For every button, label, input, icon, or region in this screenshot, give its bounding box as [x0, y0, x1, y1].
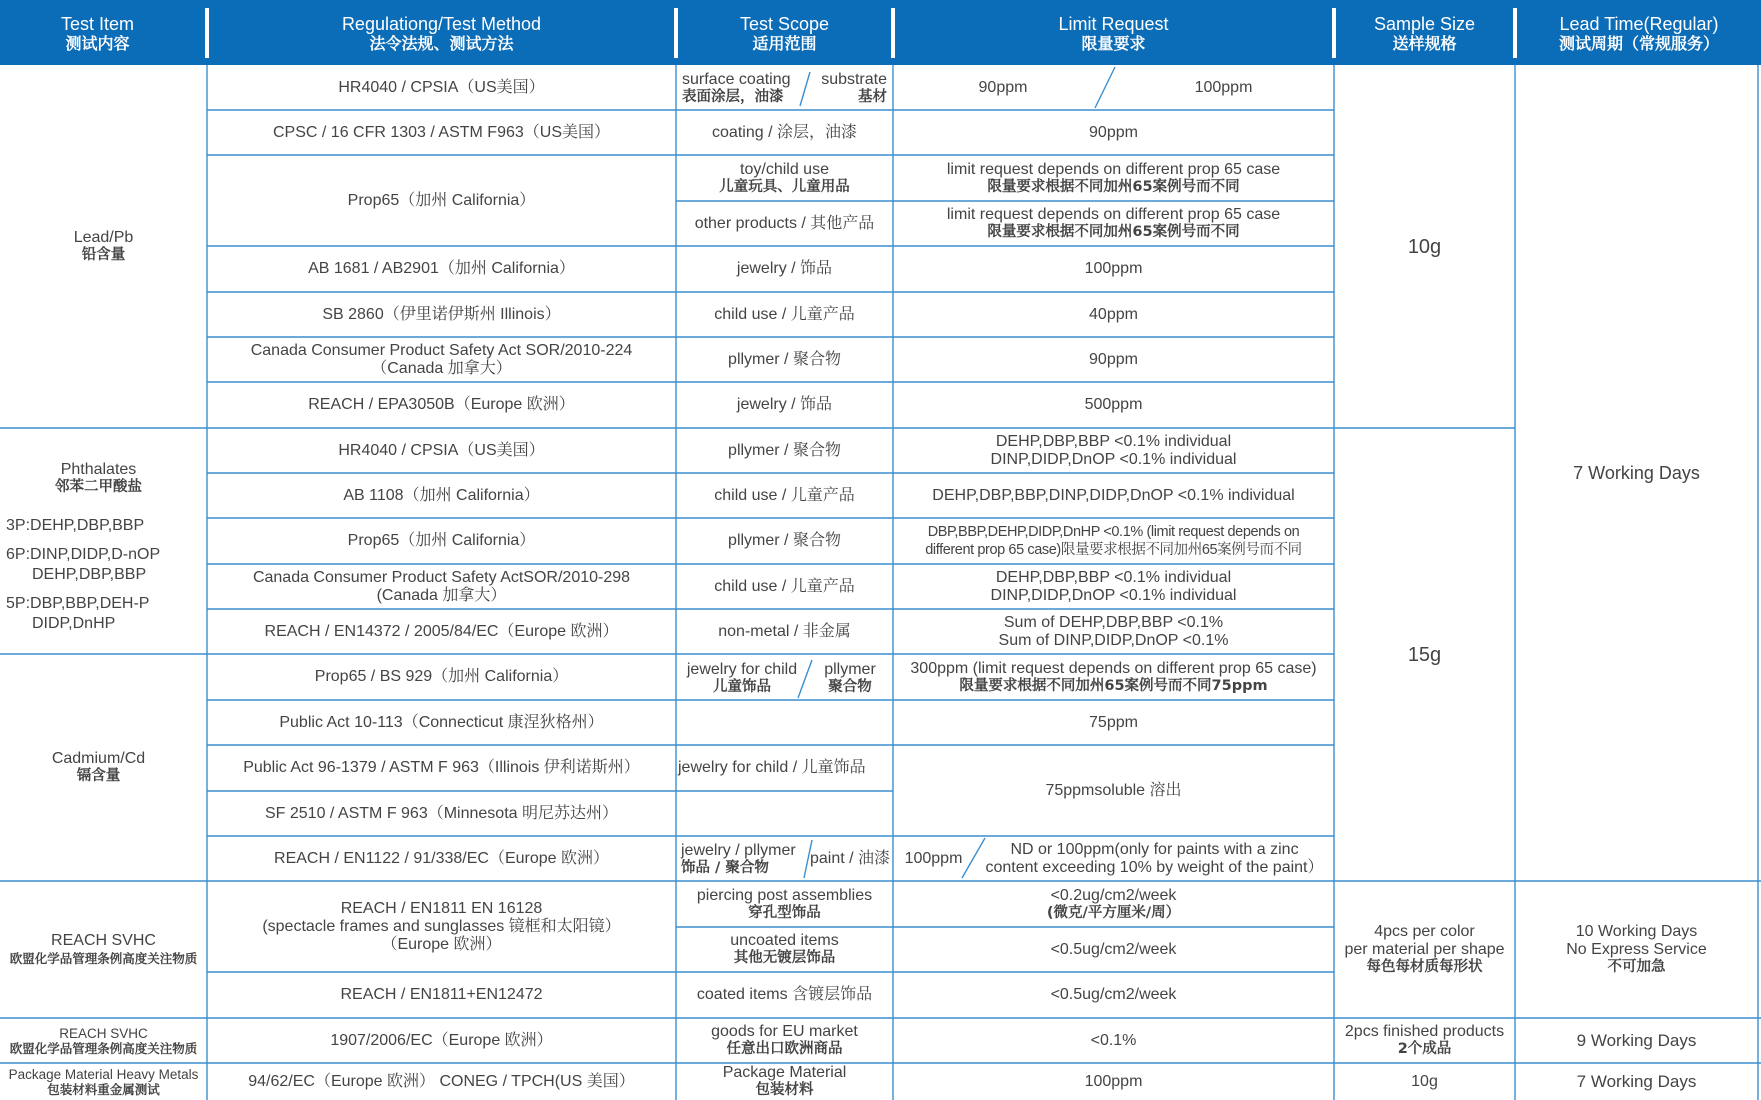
package-limit: 100ppm [1084, 1072, 1143, 1090]
limit-en: limit request depends on different prop 65 case [946, 206, 1281, 223]
phthalates-cadmium-sample-size: 15g [1407, 643, 1442, 666]
lead-row-5-scope: child use / 儿童产品 [714, 305, 855, 323]
svhc-nickel-uncoated-scope [676, 927, 893, 972]
limit-line-2: content exceeding 10% by weight of the paint） [985, 858, 1324, 876]
header-scope-en: Test Scope [739, 13, 830, 34]
svhc-nickel-sample-size [1334, 881, 1515, 1018]
svhc-nickel-lead-time [1515, 881, 1758, 1018]
svhc-reach-title [0, 1018, 207, 1063]
header-lead-time-zh: 测试周期（常规服务） [1558, 33, 1719, 53]
package-scope [676, 1063, 893, 1100]
sample-line-1: 4pcs per color [1374, 923, 1475, 940]
header-limit-en: Limit Request [1058, 13, 1169, 34]
cadmium-title-zh: 镉含量 [76, 768, 121, 784]
cadmium-illinois-method: Public Act 96-1379 / ASTM F 963（Illinois 伊利诺斯州） [243, 759, 640, 776]
scope-zh: 儿童玩具、儿童用品 [719, 178, 850, 195]
phthalates-row-1-limit [893, 428, 1334, 473]
lead-row-2-method: CPSC / 16 CFR 1303 / ASTM F963（US美国） [273, 123, 610, 141]
phthalates-title-zh: 邻苯二甲酸盐 [55, 478, 142, 495]
cadmium-prop65-method: Prop65 / BS 929（加州 California） [314, 668, 569, 685]
limit-line-1: DEHP,DBP,BBP <0.1% individual [995, 568, 1232, 586]
lead-row-1-method: HR4040 / CPSIA（US美国） [338, 78, 545, 96]
lead-row-6-limit: 90ppm [1089, 350, 1138, 368]
lead-row-1-limit-left: 90ppm [978, 78, 1028, 96]
lead-row-1-scope-left [680, 66, 805, 110]
scope-left-zh: 饰品 / 聚合物 [681, 860, 769, 876]
phthalates-note-5p: 5P:DBP,BBP,DEH-P [6, 595, 150, 612]
lead-title-zh: 铅含量 [81, 247, 126, 263]
cadmium-reach-scope-right: paint / 油漆 [809, 849, 891, 867]
limit-line-2: DINP,DIDP,DnOP <0.1% individual [990, 586, 1237, 604]
phthalates-row-2-limit: DEHP,DBP,BBP,DINP,DIDP,DnOP <0.1% individual [932, 486, 1295, 504]
svhc-reach-limit: <0.1% [1090, 1031, 1137, 1049]
cadmium-reach-method: REACH / EN1122 / 91/338/EC（Europe 欧洲） [274, 849, 609, 867]
phthalates-title-en: Phthalates [60, 460, 137, 478]
lead-line-2: No Express Service [1566, 941, 1707, 958]
cadmium-shared-scope: jewelry for child / 儿童饰品 [678, 759, 866, 776]
scope-en: Package Material [722, 1064, 847, 1081]
lead-line-1: 10 Working Days [1575, 923, 1698, 940]
lead-row-2-scope: coating / 涂层，油漆 [712, 123, 857, 141]
lead-row-6-method [207, 337, 676, 382]
lead-title-en: Lead/Pb [73, 229, 134, 246]
lead-row-4-scope: jewelry / 饰品 [736, 260, 833, 277]
header-test-item-en: Test Item [60, 13, 135, 34]
phthalates-row-3-limit [893, 518, 1334, 564]
method-line-1: REACH / EN1811 EN 16128 [340, 899, 543, 917]
sample-line-2: per material per shape [1344, 941, 1505, 958]
scope-left-en: jewelry / pllymer [681, 842, 796, 859]
header-method-zh: 法令法规、测试方法 [369, 33, 514, 53]
scope-left-en: surface coating [682, 70, 791, 88]
phthalates-note-6p-b: DEHP,DBP,BBP [32, 566, 147, 583]
limit-line-2: DINP,DIDP,DnOP <0.1% individual [990, 450, 1237, 468]
lead-row-4-method: AB 1681 / AB2901（加州 California） [308, 260, 575, 277]
header-limit [895, 8, 1332, 58]
method-line-1: Canada Consumer Product Safety ActSOR/2010-298 [252, 568, 631, 586]
method-line-1: Canada Consumer Product Safety Act SOR/2010-224 [250, 341, 633, 359]
limit-zh: 限量要求根据不同加州65案例号而不同 [987, 224, 1240, 240]
cadmium-reach-limit-right [975, 836, 1334, 881]
phthalates-row-4-method [207, 564, 676, 609]
cadmium-minnesota-method: SF 2510 / ASTM F 963（Minnesota 明尼苏达州） [264, 804, 618, 822]
phthalates-row-1-scope: pllymer / 聚合物 [728, 441, 841, 459]
limit-zh: (微克/平方厘米/周） [1046, 904, 1181, 921]
phthalates-note-5p-b: DIDP,DnHP [32, 615, 116, 632]
svhc-reach-sample-size [1334, 1018, 1515, 1063]
header-sample-zh: 送样规格 [1392, 33, 1457, 53]
sample-zh: 2个成品 [1397, 1041, 1452, 1057]
lead-row-1-scope-right [800, 66, 889, 110]
limit-en: limit request depends on different prop 65 case [946, 160, 1281, 178]
lead-row-1-limit-right: 100ppm [1194, 78, 1253, 96]
package-method: 94/62/EC（Europe 欧洲） CONEG / TPCH(US 美国） [248, 1072, 635, 1090]
sample-en: 2pcs finished products [1344, 1023, 1505, 1040]
package-title-en: Package Material Heavy Metals [8, 1066, 199, 1082]
phthalates-note-3p: 3P:DEHP,DBP,BBP [6, 517, 145, 534]
scope-right-zh: 基材 [858, 88, 887, 105]
cadmium-connecticut-method: Public Act 10-113（Connecticut 康涅狄格州） [279, 713, 604, 731]
limit-line-2: different prop 65 case)限量要求根据不同加州65案例号而不同 [925, 542, 1302, 558]
header-limit-zh: 限量要求 [1081, 33, 1146, 53]
svhc-nickel-title [0, 881, 207, 1018]
lead-row-5-method: SB 2860（伊里诺伊斯州 Illinois） [322, 305, 561, 323]
phthalates-row-1-method: HR4040 / CPSIA（US美国） [338, 441, 545, 459]
limit-line-2: Sum of DINP,DIDP,DnOP <0.1% [998, 631, 1229, 649]
svhc-reach-method: 1907/2006/EC（Europe 欧洲） [330, 1031, 553, 1049]
limit-line-1: DEHP,DBP,BBP <0.1% individual [995, 432, 1232, 450]
header-scope [678, 8, 891, 58]
lead-row-3-method: Prop65（加州 California） [347, 191, 536, 209]
scope-right-en: substrate [821, 70, 887, 88]
svhc-title-en: REACH SVHC [51, 932, 156, 949]
phthalates-row-5-scope: non-metal / 非金属 [718, 622, 851, 640]
phthalates-title [0, 455, 197, 501]
lead-title [0, 65, 207, 428]
cadmium-connecticut-limit: 75ppm [1089, 713, 1138, 731]
cadmium-shared-limit: 75ppmsoluble 溶出 [1045, 781, 1182, 799]
header-scope-zh: 适用范围 [752, 33, 817, 53]
lead-row-3a-scope [676, 155, 893, 201]
method-line-3: （Europe 欧洲） [381, 935, 502, 953]
cadmium-title-en: Cadmium/Cd [51, 750, 146, 767]
scope-left-en: jewelry for child [686, 660, 798, 678]
svhc-nickel-piercing-scope [676, 881, 893, 927]
phthalates-row-2-method: AB 1108（加州 California） [343, 486, 540, 504]
method-line-2: （Canada 加拿大） [371, 359, 512, 377]
phthalates-row-3-method: Prop65（加州 California） [347, 532, 536, 549]
header-method [209, 8, 674, 58]
package-sample-size: 10g [1411, 1072, 1438, 1090]
phthalates-row-5-method: REACH / EN14372 / 2005/84/EC（Europe 欧洲） [264, 622, 619, 640]
lead-row-6-scope: pllymer / 聚合物 [728, 350, 841, 368]
lead-line-3: 不可加急 [1607, 959, 1666, 975]
limit-en: 300ppm (limit request depends on different prop 65 case) [910, 659, 1317, 677]
scope-left-zh: 儿童饰品 [713, 678, 771, 695]
svhc-title-zh: 欧盟化学品管理条例高度关注物质 [9, 1040, 198, 1056]
cadmium-prop65-limit [893, 654, 1334, 700]
lead-row-3a-limit [893, 155, 1334, 201]
svhc-reach-scope [676, 1018, 893, 1063]
lead-row-7-limit: 500ppm [1084, 396, 1143, 413]
scope-en: uncoated items [730, 932, 839, 949]
svhc-nickel-piercing-limit [893, 881, 1334, 927]
limit-line-1: DBP,BBP,DEHP,DIDP,DnHP <0.1% (limit request depends on [927, 524, 1300, 540]
svhc-nickel-uncoated-limit: <0.5ug/cm2/week [1050, 940, 1177, 958]
scope-left-zh: 表面涂层，油漆 [682, 88, 784, 105]
phthalates-row-3-scope: pllymer / 聚合物 [728, 532, 841, 549]
header-lead-time-en: Lead Time(Regular) [1559, 13, 1719, 34]
package-title [0, 1063, 207, 1100]
limit-line-1: ND or 100ppm(only for paints with a zinc [1010, 840, 1299, 858]
svhc-title-zh: 欧盟化学品管理条例高度关注物质 [9, 951, 198, 966]
cadmium-prop65-scope-right [810, 656, 890, 700]
scope-zh: 其他无镀层饰品 [733, 950, 836, 966]
package-title-zh: 包装材料重金属测试 [47, 1081, 160, 1097]
scope-right-en: pllymer [824, 660, 876, 678]
lead-row-5-limit: 40ppm [1089, 305, 1138, 323]
svhc-title-en: REACH SVHC [59, 1025, 148, 1041]
method-line-2: (Canada 加拿大） [376, 586, 507, 604]
lead-row-7-scope: jewelry / 饰品 [736, 396, 833, 413]
svhc-nickel-method-2: REACH / EN1811+EN12472 [340, 986, 543, 1003]
method-line-2: (spectacle frames and sunglasses 镜框和太阳镜） [262, 917, 621, 935]
header-test-item-zh: 测试内容 [65, 33, 130, 53]
scope-zh: 任意出口欧洲商品 [726, 1041, 843, 1057]
svhc-nickel-coated-limit: <0.5ug/cm2/week [1050, 986, 1177, 1003]
phthalates-note-6p: 6P:DINP,DIDP,D-nOP [6, 546, 161, 563]
scope-en: goods for EU market [711, 1023, 858, 1040]
phthalates-row-5-limit [893, 609, 1334, 654]
svhc-reach-lead-time: 9 Working Days [1576, 1030, 1697, 1050]
scope-zh: 包装材料 [755, 1082, 814, 1098]
lead-row-3b-scope: other products / 其他产品 [694, 214, 875, 232]
lead-row-3b-limit [893, 201, 1334, 246]
lead-sample-size: 10g [1407, 235, 1442, 258]
package-lead-time: 7 Working Days [1576, 1071, 1697, 1091]
lead-row-7-method: REACH / EPA3050B（Europe 欧洲） [308, 396, 575, 413]
scope-right-zh: 聚合物 [828, 678, 872, 695]
limit-line-1: Sum of DEHP,DBP,BBP <0.1% [1003, 613, 1224, 631]
svhc-nickel-coated-scope: coated items 含镀层饰品 [696, 986, 873, 1003]
cadmium-reach-limit-left: 100ppm [904, 849, 963, 867]
scope-en: toy/child use [740, 160, 829, 178]
lead-row-2-limit: 90ppm [1089, 123, 1138, 141]
sample-line-3: 每色每材质每形状 [1366, 959, 1483, 975]
header-method-en: Regulationg/Test Method [341, 13, 542, 34]
cadmium-reach-scope-left [679, 838, 809, 881]
cadmium-prop65-scope-left [678, 656, 806, 700]
scope-zh: 穿孔型饰品 [748, 904, 821, 921]
phthalates-row-4-scope: child use / 儿童产品 [714, 577, 855, 595]
scope-en: piercing post assemblies [696, 886, 873, 904]
phthalates-row-2-scope: child use / 儿童产品 [714, 486, 855, 504]
svhc-nickel-method-1 [207, 881, 676, 972]
header-test-item [0, 8, 195, 58]
cadmium-title [0, 654, 197, 881]
limit-zh: 限量要求根据不同加州65案例号而不同 [987, 178, 1240, 195]
limit-zh: 限量要求根据不同加州65案例号而不同75ppm [959, 677, 1268, 694]
header-lead-time [1517, 8, 1761, 58]
limit-en: <0.2ug/cm2/week [1050, 886, 1177, 904]
header-sample-en: Sample Size [1373, 13, 1476, 34]
phthalates-row-4-limit [893, 564, 1334, 609]
header-sample [1336, 8, 1513, 58]
main-lead-time: 7 Working Days [1573, 463, 1700, 483]
lead-row-4-limit: 100ppm [1084, 260, 1143, 277]
